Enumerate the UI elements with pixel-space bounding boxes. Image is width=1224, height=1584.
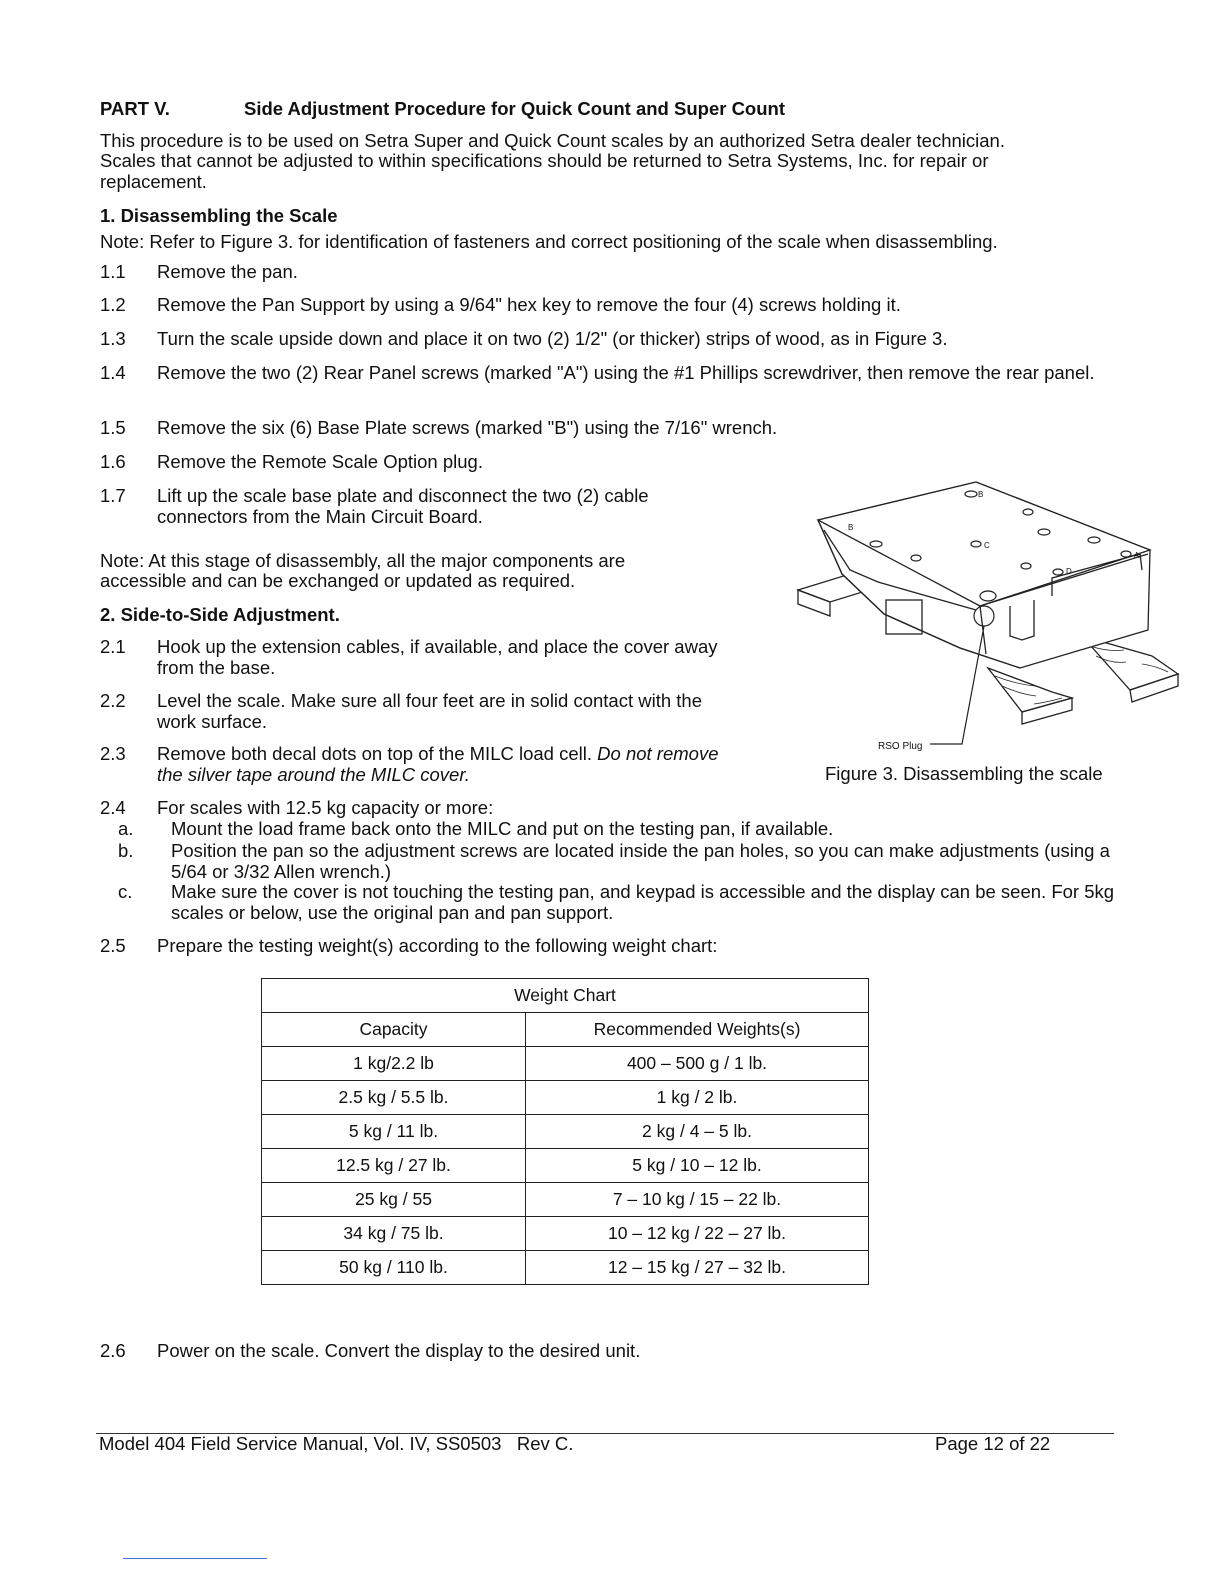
step-number: 2.3 <box>100 743 126 764</box>
table-cell: 10 – 12 kg / 22 – 27 lb. <box>526 1217 869 1251</box>
step-number: 2.5 <box>100 935 126 956</box>
footer-manual-title: Model 404 Field Service Manual, Vol. IV, SS0503 Rev C. <box>99 1433 574 1454</box>
table-row <box>262 1183 869 1217</box>
table-title: Weight Chart <box>262 979 869 1013</box>
table-cell: 7 – 10 kg / 15 – 22 lb. <box>526 1183 869 1217</box>
table-title-row <box>262 979 869 1013</box>
table-cell: 400 – 500 g / 1 lb. <box>526 1047 869 1081</box>
step-text: Turn the scale upside down and place it on two (2) 1/2" (or thicker) strips of wood, as in Figure 3. <box>157 328 948 349</box>
step-text: Remove the Pan Support by using a 9/64" hex key to remove the four (4) screws holding it. <box>157 294 901 315</box>
table-row <box>262 1115 869 1149</box>
intro-line-3: replacement. <box>100 171 207 192</box>
section-1-note: Note: Refer to Figure 3. for identification of fasteners and correct positioning of the scale when disassembling. <box>100 231 998 252</box>
column-header: Recommended Weights(s) <box>526 1013 869 1047</box>
sub-step-letter: b. <box>118 840 134 861</box>
table-cell: 25 kg / 55 <box>262 1183 526 1217</box>
bottom-blue-rule <box>123 1558 267 1559</box>
step-text-italic-warning: Do not remove the silver tape around the MILC cover. <box>157 743 719 785</box>
step-text: Remove the pan. <box>157 261 298 282</box>
table-cell: 50 kg / 110 lb. <box>262 1251 526 1285</box>
step-number: 2.6 <box>100 1340 126 1361</box>
table-cell: 5 kg / 10 – 12 lb. <box>526 1149 869 1183</box>
step-text-plain: Remove both decal dots on top of the MILC load cell. <box>157 743 598 764</box>
step-number: 1.1 <box>100 261 126 282</box>
figure-3-caption: Figure 3. Disassembling the scale <box>825 763 1103 784</box>
step-number: 1.7 <box>100 485 126 506</box>
step-text: Level the scale. Make sure all four feet are in solid contact with the work surface. <box>157 690 703 732</box>
table-cell: 2 kg / 4 – 5 lb. <box>526 1115 869 1149</box>
step-number: 1.4 <box>100 362 126 383</box>
section-2-heading: 2. Side-to-Side Adjustment. <box>100 604 340 625</box>
step-number: 2.4 <box>100 797 126 818</box>
intro-line-2: Scales that cannot be adjusted to within specifications should be returned to Setra Systems, Inc. for repair or <box>100 150 989 171</box>
column-header: Capacity <box>262 1013 526 1047</box>
section-1-note2-line-1: Note: At this stage of disassembly, all the major components are <box>100 550 626 571</box>
step-number: 1.2 <box>100 294 126 315</box>
table-cell: 2.5 kg / 5.5 lb. <box>262 1081 526 1115</box>
mark-b-2: B <box>848 523 854 532</box>
table-row <box>262 1149 869 1183</box>
table-cell: 5 kg / 11 lb. <box>262 1115 526 1149</box>
step-number: 1.3 <box>100 328 126 349</box>
mark-b: B <box>978 490 984 499</box>
step-text: Lift up the scale base plate and disconnect the two (2) cable connectors from the Main Circuit Board. <box>157 485 649 527</box>
step-text <box>157 743 727 785</box>
table-cell: 1 kg/2.2 lb <box>262 1047 526 1081</box>
mark-a: A <box>1134 551 1140 560</box>
sub-step-text: Make sure the cover is not touching the testing pan, and keypad is accessible and the display can be seen. For 5kg scales or below, use the original pan and pan support. <box>171 881 1115 923</box>
mark-d: D <box>1066 567 1072 576</box>
section-1-heading: 1. Disassembling the Scale <box>100 205 338 226</box>
table-row <box>262 1047 869 1081</box>
mark-c: C <box>984 541 990 550</box>
table-row <box>262 1217 869 1251</box>
part-label: PART V. <box>100 98 170 119</box>
step-text: Remove the two (2) Rear Panel screws (marked "A") using the #1 Phillips screwdriver, then remove the rear panel. <box>157 362 1095 383</box>
table-header-row <box>262 1013 869 1047</box>
sub-step-letter: a. <box>118 818 134 839</box>
table-row <box>262 1081 869 1115</box>
step-number: 2.1 <box>100 636 126 657</box>
weight-chart-table <box>261 978 869 1285</box>
footer-page-number: Page 12 of 22 <box>935 1433 1051 1454</box>
step-text: Remove the six (6) Base Plate screws (marked "B") using the 7/16" wrench. <box>157 417 778 438</box>
table-cell: 12 – 15 kg / 27 – 32 lb. <box>526 1251 869 1285</box>
step-number: 1.5 <box>100 417 126 438</box>
sub-step-text: Position the pan so the adjustment screws are located inside the pan holes, so you can make adjustments (using a 5/64 or 3/32 Allen wrench.) <box>171 840 1110 882</box>
step-number: 2.2 <box>100 690 126 711</box>
step-text: For scales with 12.5 kg capacity or more: <box>157 797 494 818</box>
table-cell: 1 kg / 2 lb. <box>526 1081 869 1115</box>
table-row <box>262 1251 869 1285</box>
part-title: Side Adjustment Procedure for Quick Count and Super Count <box>244 98 785 119</box>
step-text: Power on the scale. Convert the display to the desired unit. <box>157 1340 641 1361</box>
step-text: Prepare the testing weight(s) according to the following weight chart: <box>157 935 718 956</box>
step-text: Hook up the extension cables, if available, and place the cover away from the base. <box>157 636 718 678</box>
table-cell: 34 kg / 75 lb. <box>262 1217 526 1251</box>
table-cell: 12.5 kg / 27 lb. <box>262 1149 526 1183</box>
rso-plug-label: RSO Plug <box>878 741 923 752</box>
figure-3-scale-diagram <box>790 478 1182 760</box>
step-number: 1.6 <box>100 451 126 472</box>
intro-line-1: This procedure is to be used on Setra Super and Quick Count scales by an authorized Setra dealer technician. <box>100 130 1005 151</box>
sub-step-text: Mount the load frame back onto the MILC and put on the testing pan, if available. <box>171 818 834 839</box>
section-1-note2-line-2: accessible and can be exchanged or updated as required. <box>100 570 576 591</box>
step-text: Remove the Remote Scale Option plug. <box>157 451 483 472</box>
sub-step-letter: c. <box>118 881 133 902</box>
